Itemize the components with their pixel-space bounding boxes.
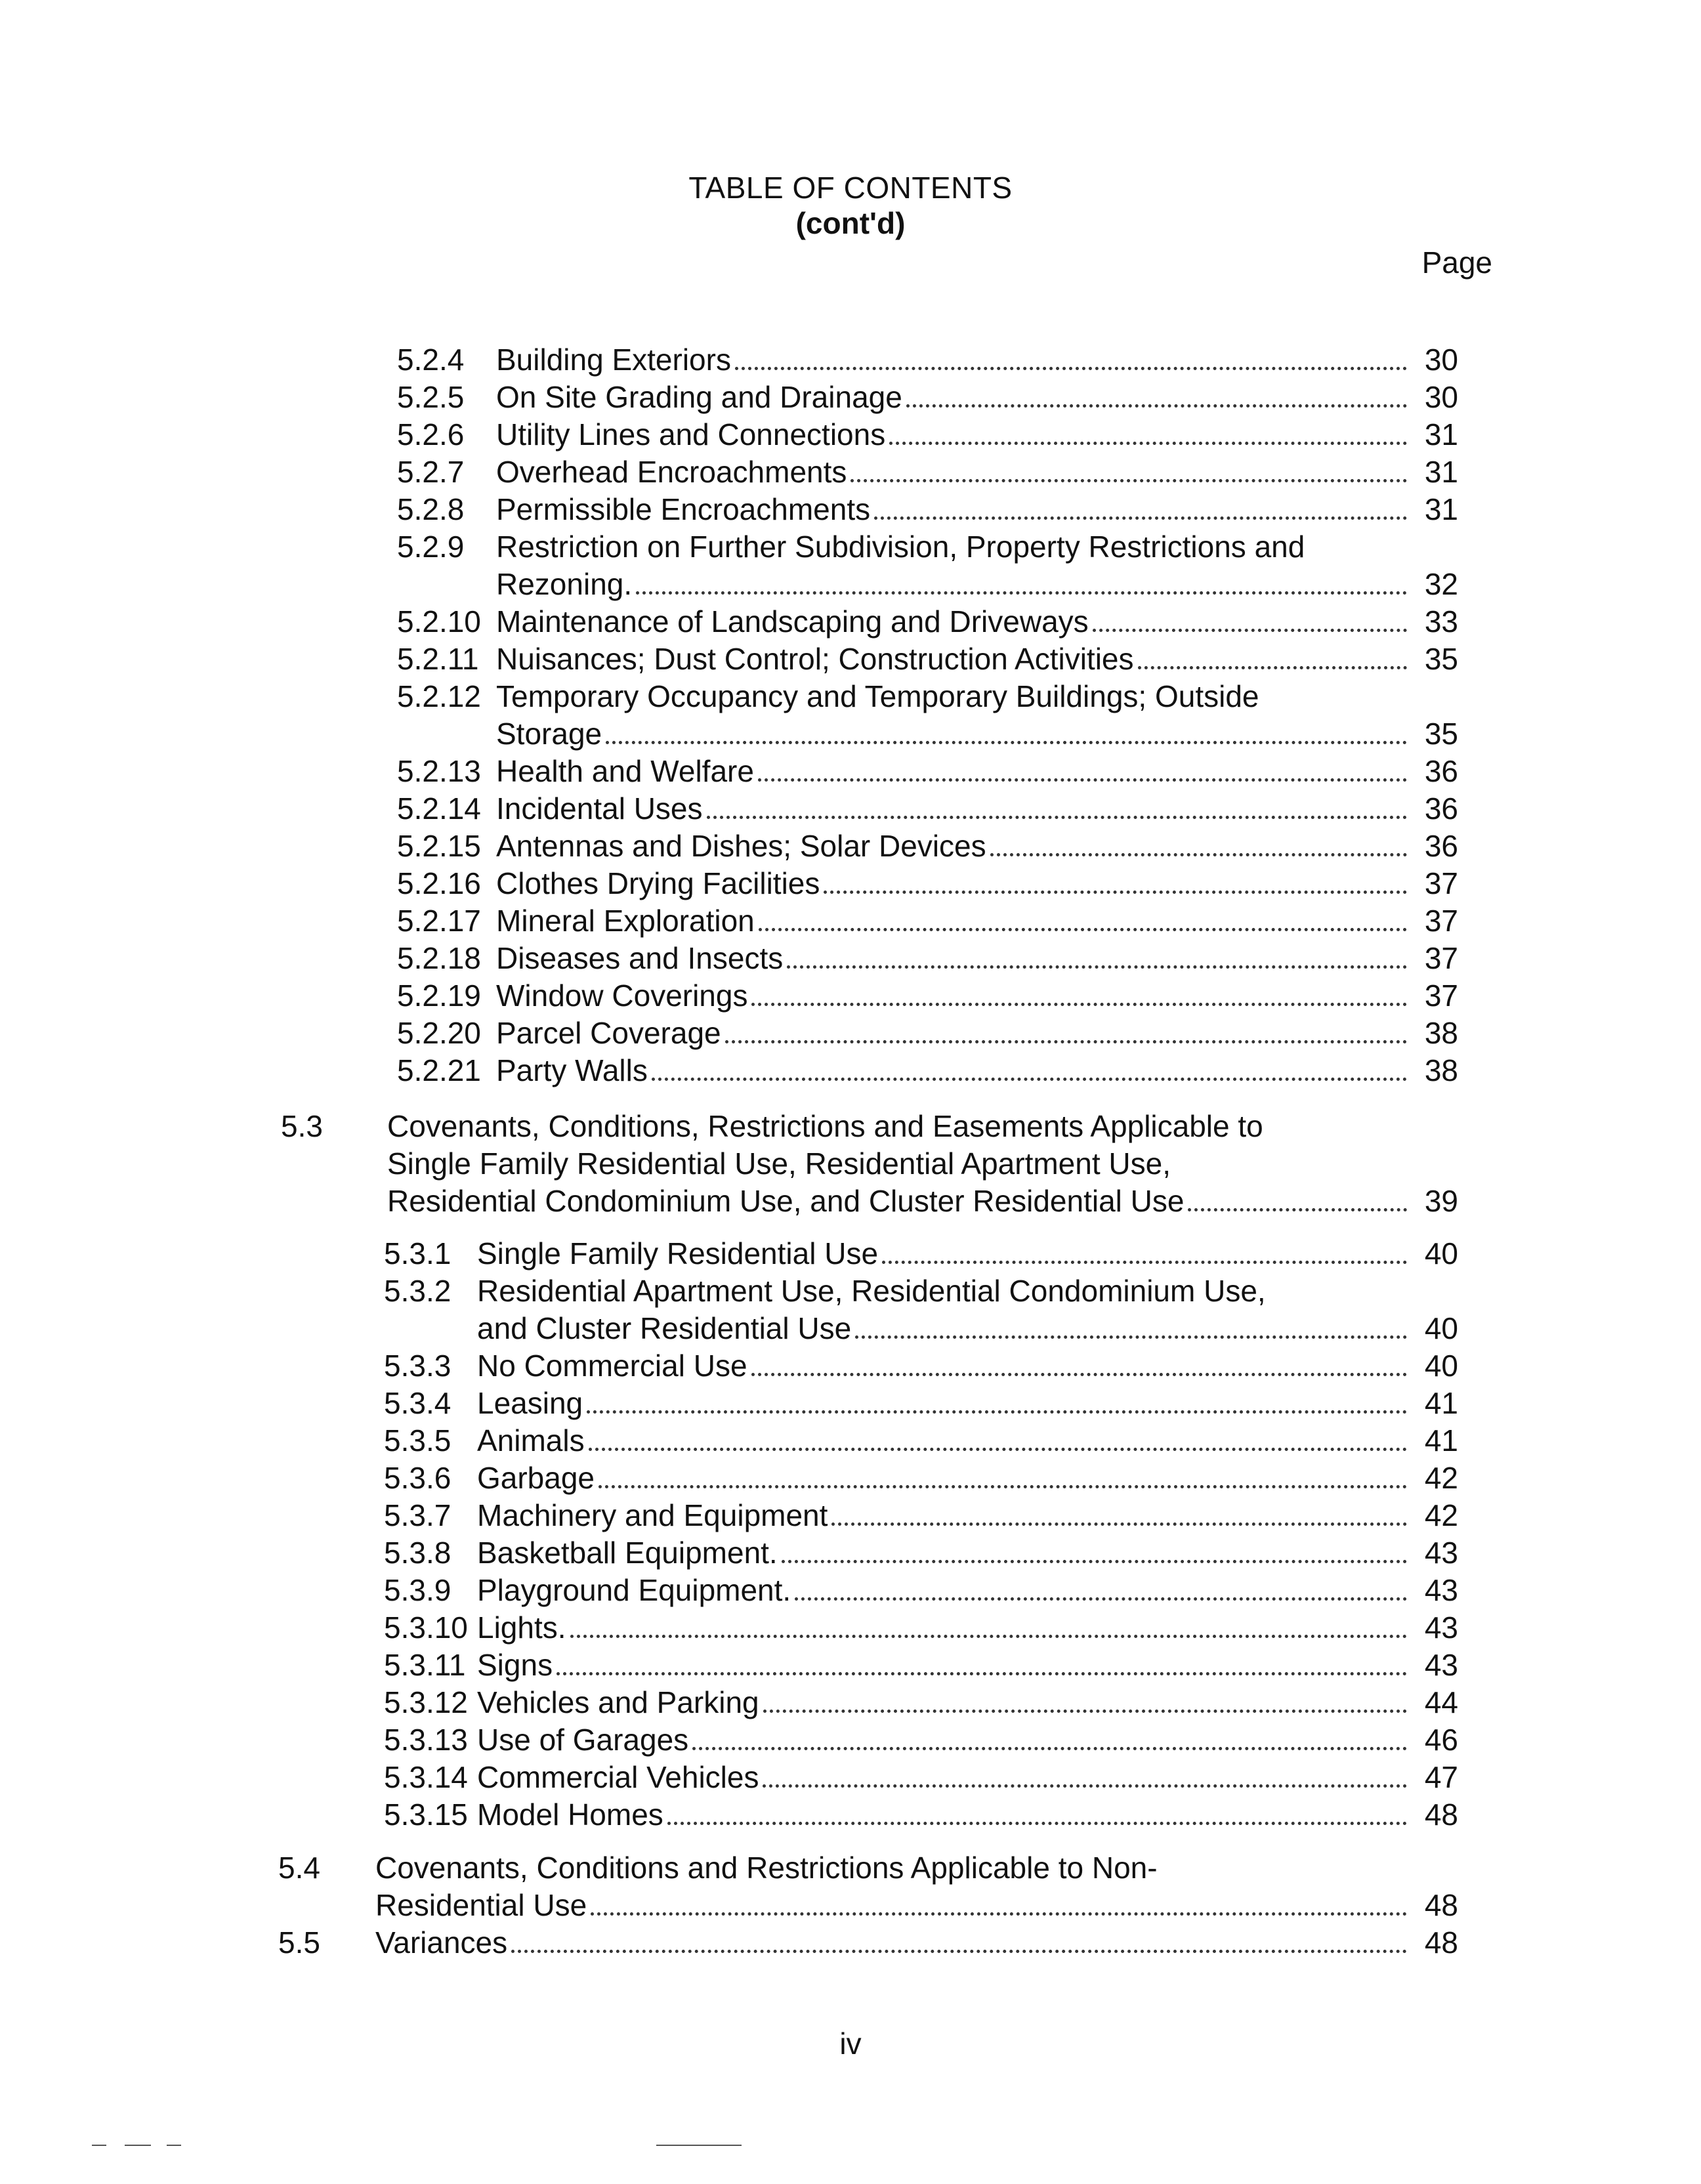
- entry-page-number: 31: [1424, 492, 1458, 526]
- dot-leader: [751, 1373, 1407, 1376]
- scan-speck: [167, 2145, 181, 2146]
- entry-page-number: 31: [1424, 455, 1458, 489]
- entry-page-number: 36: [1424, 791, 1458, 826]
- entry-page-number: 48: [1424, 1925, 1458, 1960]
- entry-page-number: 43: [1424, 1536, 1458, 1570]
- entry-number: 5.2.14: [397, 791, 481, 826]
- toc-entry-continuation: [496, 715, 1458, 752]
- toc-entry: [397, 603, 1458, 640]
- dot-leader: [591, 1912, 1407, 1916]
- entry-number: 5.2.11: [397, 642, 479, 676]
- entry-title: Model Homes: [477, 1797, 663, 1832]
- entry-title: Clothes Drying Facilities: [496, 866, 820, 900]
- entry-title: Building Exteriors: [496, 343, 731, 377]
- entry-title: Use of Garages: [477, 1723, 689, 1757]
- entry-number: 5.3.7: [384, 1498, 452, 1532]
- entry-title: Permissible Encroachments: [496, 492, 871, 526]
- dot-leader: [763, 1784, 1407, 1788]
- entry-number: 5.3.11: [384, 1648, 466, 1682]
- dot-leader: [725, 1040, 1407, 1043]
- entry-title: Parcel Coverage: [496, 1016, 721, 1050]
- entry-page-number: 42: [1424, 1498, 1458, 1532]
- entry-page-number: 48: [1424, 1888, 1458, 1922]
- entry-page-number: 37: [1424, 866, 1458, 900]
- dot-leader: [598, 1485, 1407, 1488]
- toc-entry: [384, 1422, 1458, 1459]
- scan-speck: [656, 2145, 742, 2146]
- toc-entry: [397, 790, 1458, 827]
- dot-leader: [990, 853, 1407, 856]
- entry-number: 5.2.13: [397, 754, 481, 788]
- dot-leader: [652, 1078, 1407, 1081]
- entry-page-number: 44: [1424, 1685, 1458, 1719]
- page-title: TABLE OF CONTENTS: [688, 171, 1013, 205]
- entry-title: Temporary Occupancy and Temporary Buildings; Outside: [496, 679, 1259, 713]
- entry-title: Commercial Vehicles: [477, 1760, 759, 1794]
- dot-leader: [855, 1335, 1407, 1339]
- entry-number: 5.3.5: [384, 1423, 452, 1458]
- entry-title: Variances: [375, 1925, 508, 1960]
- entry-title: Residential Apartment Use, Residential Condominium Use,: [477, 1274, 1266, 1308]
- dot-leader: [570, 1635, 1407, 1638]
- dot-leader: [511, 1950, 1407, 1953]
- dot-leader: [667, 1822, 1407, 1825]
- toc-entry: [397, 379, 1458, 415]
- entry-number: 5.2.21: [397, 1053, 481, 1087]
- entry-page-number: 40: [1424, 1311, 1458, 1345]
- section-entry: [375, 1887, 1458, 1923]
- entry-page-number: 35: [1424, 642, 1458, 676]
- dot-leader: [636, 591, 1407, 595]
- entry-title: Maintenance of Landscaping and Driveways: [496, 604, 1089, 639]
- entry-page-number: 43: [1424, 1610, 1458, 1645]
- entry-page-number: 35: [1424, 717, 1458, 751]
- entry-title: Rezoning.: [496, 567, 633, 601]
- entry-number: 5.3.2: [384, 1274, 452, 1308]
- entry-number: 5.3.10: [384, 1610, 468, 1645]
- dot-leader: [889, 442, 1407, 445]
- entry-page-number: 42: [1424, 1461, 1458, 1495]
- section-number: 5.4: [278, 1851, 320, 1885]
- entry-page-number: 31: [1424, 417, 1458, 452]
- toc-entry: [397, 416, 1458, 453]
- entry-page-number: 37: [1424, 941, 1458, 975]
- dot-leader: [1188, 1208, 1407, 1211]
- entry-number: 5.2.6: [397, 417, 465, 452]
- toc-entry: [384, 1684, 1458, 1721]
- entry-number: 5.2.10: [397, 604, 481, 639]
- toc-entry: [397, 1052, 1458, 1089]
- toc-entry: [397, 940, 1458, 976]
- entry-number: 5.2.4: [397, 343, 465, 377]
- entry-page-number: 46: [1424, 1723, 1458, 1757]
- dot-leader: [795, 1597, 1407, 1601]
- entry-number: 5.3.3: [384, 1349, 452, 1383]
- toc-entry: [384, 1460, 1458, 1496]
- entry-title: On Site Grading and Drainage: [496, 380, 902, 414]
- entry-title: Vehicles and Parking: [477, 1685, 759, 1719]
- entry-page-number: 47: [1424, 1760, 1458, 1794]
- entry-number: 5.2.8: [397, 492, 465, 526]
- entry-page-number: 36: [1424, 754, 1458, 788]
- entry-title: Machinery and Equipment: [477, 1498, 828, 1532]
- toc-entry: [397, 678, 1259, 715]
- dot-leader: [707, 816, 1408, 819]
- toc-entry: [384, 1796, 1458, 1833]
- entry-number: 5.3.9: [384, 1573, 452, 1607]
- scan-speck: [92, 2145, 106, 2146]
- entry-page-number: 33: [1424, 604, 1458, 639]
- entry-number: 5.2.9: [397, 530, 465, 564]
- toc-entry-continuation: [477, 1310, 1458, 1347]
- entry-page-number: 38: [1424, 1016, 1458, 1050]
- dot-leader: [751, 1003, 1407, 1006]
- dot-leader: [874, 516, 1407, 520]
- toc-entry: [384, 1534, 1458, 1571]
- toc-entry: [397, 753, 1458, 789]
- page-column-label: Page: [1421, 245, 1492, 280]
- entry-page-number: 38: [1424, 1053, 1458, 1087]
- section-number: 5.3: [281, 1109, 323, 1143]
- toc-entry: [397, 902, 1458, 939]
- toc-entry: [384, 1759, 1458, 1796]
- dot-leader: [782, 1560, 1407, 1563]
- entry-title: Window Coverings: [496, 978, 748, 1013]
- toc-entry: [397, 491, 1458, 528]
- toc-entry: [397, 528, 1305, 565]
- entry-title: Party Walls: [496, 1053, 648, 1087]
- toc-entry: [397, 341, 1458, 378]
- entry-title: and Cluster Residential Use: [477, 1311, 852, 1345]
- entry-title: Residential Condominium Use, and Cluster Residential Use: [387, 1184, 1185, 1218]
- page-subtitle: (cont'd): [795, 206, 906, 240]
- dot-leader: [735, 367, 1407, 370]
- toc-entry: [397, 865, 1458, 902]
- toc-entry: [384, 1272, 1266, 1309]
- entry-number: 5.3.12: [384, 1685, 468, 1719]
- dot-leader: [1138, 666, 1407, 669]
- toc-entry: [397, 828, 1458, 864]
- dot-leader: [606, 741, 1407, 744]
- page-number-footer: iv: [839, 2026, 862, 2061]
- dot-leader: [763, 1710, 1407, 1713]
- entry-title: Mineral Exploration: [496, 904, 755, 938]
- entry-number: 5.2.12: [397, 679, 481, 713]
- entry-title: Leasing: [477, 1386, 583, 1420]
- entry-number: 5.3.14: [384, 1760, 468, 1794]
- entry-number: 5.2.19: [397, 978, 481, 1013]
- entry-number: 5.3.8: [384, 1536, 452, 1570]
- entry-title: Diseases and Insects: [496, 941, 784, 975]
- toc-entry: [384, 1497, 1458, 1534]
- toc-entry: [384, 1347, 1458, 1384]
- toc-entry: [397, 977, 1458, 1014]
- entry-number: 5.2.18: [397, 941, 481, 975]
- entry-page-number: 41: [1424, 1423, 1458, 1458]
- section-entry: [375, 1924, 1458, 1961]
- entry-page-number: 32: [1424, 567, 1458, 601]
- entry-page-number: 48: [1424, 1797, 1458, 1832]
- section-entry: [387, 1183, 1458, 1219]
- entry-title: Health and Welfare: [496, 754, 754, 788]
- toc-entry: [384, 1721, 1458, 1758]
- entry-number: 5.3.4: [384, 1386, 452, 1420]
- entry-page-number: 39: [1424, 1184, 1458, 1218]
- section-title: Single Family Residential Use, Residential Apartment Use,: [387, 1146, 1171, 1181]
- entry-number: 5.2.20: [397, 1016, 481, 1050]
- entry-number: 5.2.5: [397, 380, 465, 414]
- section-title: Covenants, Conditions, Restrictions and Easements Applicable to: [387, 1109, 1263, 1143]
- toc-entry: [397, 640, 1458, 677]
- toc-entry: [397, 1015, 1458, 1051]
- entry-title: Single Family Residential Use: [477, 1236, 879, 1270]
- dot-leader: [587, 1410, 1407, 1414]
- dot-leader: [758, 778, 1407, 782]
- entry-number: 5.3.13: [384, 1723, 468, 1757]
- entry-page-number: 36: [1424, 829, 1458, 863]
- entry-number: 5.2.7: [397, 455, 465, 489]
- entry-page-number: 30: [1424, 343, 1458, 377]
- entry-title: Residential Use: [375, 1888, 587, 1922]
- dot-leader: [1093, 629, 1407, 632]
- entry-page-number: 40: [1424, 1349, 1458, 1383]
- entry-page-number: 37: [1424, 978, 1458, 1013]
- entry-page-number: 43: [1424, 1648, 1458, 1682]
- dot-leader: [787, 965, 1407, 969]
- toc-entry: [397, 453, 1458, 490]
- entry-page-number: 30: [1424, 380, 1458, 414]
- dot-leader: [692, 1747, 1407, 1750]
- entry-title: Playground Equipment.: [477, 1573, 791, 1607]
- dot-leader: [882, 1261, 1407, 1264]
- dot-leader: [906, 404, 1407, 408]
- dot-leader: [556, 1672, 1407, 1675]
- toc-entry: [384, 1235, 1458, 1272]
- entry-number: 5.2.15: [397, 829, 481, 863]
- toc-entry: [384, 1385, 1458, 1421]
- dot-leader: [831, 1522, 1407, 1526]
- entry-title: Animals: [477, 1423, 585, 1458]
- toc-entry: [384, 1609, 1458, 1646]
- entry-number: 5.2.17: [397, 904, 481, 938]
- entry-title: Incidental Uses: [496, 791, 703, 826]
- dot-leader: [589, 1448, 1407, 1451]
- entry-title: Garbage: [477, 1461, 595, 1495]
- entry-number: 5.3.15: [384, 1797, 468, 1832]
- scan-speck: [125, 2145, 151, 2146]
- toc-entry: [384, 1647, 1458, 1683]
- entry-title: Overhead Encroachments: [496, 455, 847, 489]
- entry-title: Nuisances; Dust Control; Construction Activities: [496, 642, 1134, 676]
- toc-entry-continuation: [496, 566, 1458, 602]
- dot-leader: [824, 891, 1407, 894]
- entry-number: 5.2.16: [397, 866, 481, 900]
- entry-page-number: 40: [1424, 1236, 1458, 1270]
- entry-title: Signs: [477, 1648, 553, 1682]
- entry-title: Restriction on Further Subdivision, Property Restrictions and: [496, 530, 1305, 564]
- dot-leader: [759, 928, 1407, 931]
- entry-number: 5.3.1: [384, 1236, 452, 1270]
- toc-entry: [384, 1572, 1458, 1608]
- entry-page-number: 41: [1424, 1386, 1458, 1420]
- entry-page-number: 37: [1424, 904, 1458, 938]
- entry-title: Lights.: [477, 1610, 566, 1645]
- entry-page-number: 43: [1424, 1573, 1458, 1607]
- entry-title: Antennas and Dishes; Solar Devices: [496, 829, 986, 863]
- section-title: Covenants, Conditions and Restrictions Applicable to Non-: [375, 1851, 1158, 1885]
- entry-title: Basketball Equipment.: [477, 1536, 778, 1570]
- section-number: 5.5: [278, 1925, 320, 1960]
- entry-title: Storage: [496, 717, 602, 751]
- entry-title: No Commercial Use: [477, 1349, 747, 1383]
- entry-title: Utility Lines and Connections: [496, 417, 886, 452]
- dot-leader: [850, 479, 1407, 482]
- entry-number: 5.3.6: [384, 1461, 452, 1495]
